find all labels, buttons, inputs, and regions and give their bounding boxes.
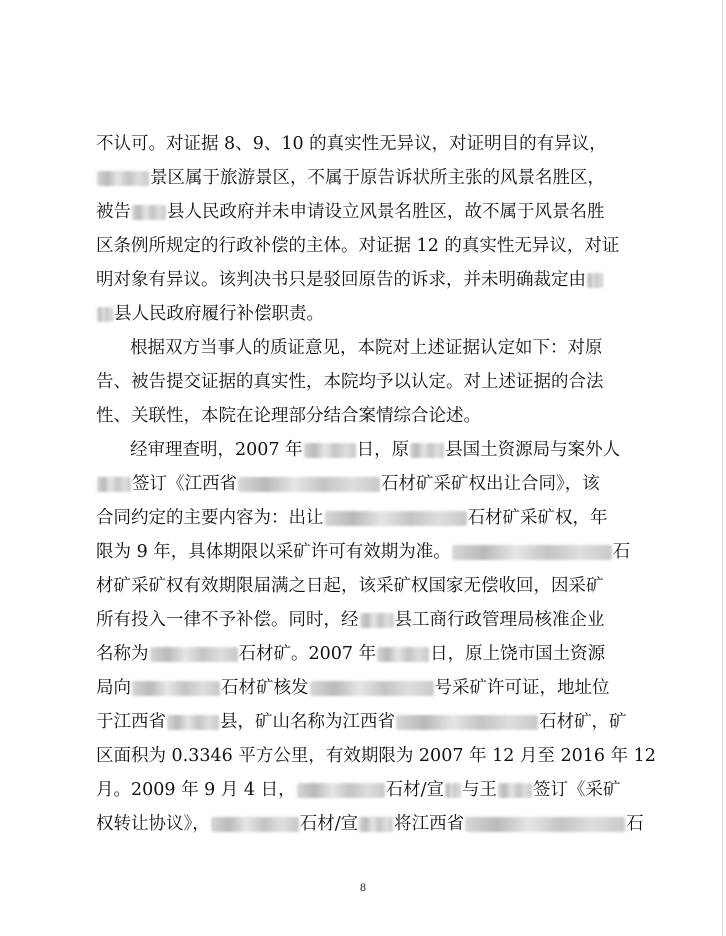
text-line [96, 195, 634, 229]
text-segment: 县，矿山名称为江西省 [220, 712, 395, 732]
redacted-text [150, 647, 238, 662]
text-segment: 石 [612, 542, 631, 562]
text-segment: 月。2009 年 9 月 4 日， [96, 780, 296, 800]
redacted-text [396, 715, 538, 730]
redacted-text [377, 647, 429, 662]
redacted-text [498, 783, 532, 798]
text-segment: 签订《采矿 [533, 780, 621, 800]
text-line [130, 331, 634, 365]
text-segment: 石 [626, 814, 644, 834]
redacted-text [445, 783, 461, 798]
text-line [96, 569, 634, 603]
text-line [96, 705, 634, 739]
redacted-text [297, 783, 385, 798]
text-line [96, 807, 644, 841]
text-segment: 材矿采矿权有效期限届满之日起，该采矿权国家无偿收回，因采矿 [96, 576, 604, 596]
text-segment: 县工商行政管理局核准企业 [394, 610, 605, 630]
text-line [96, 127, 634, 161]
text-line [96, 501, 634, 535]
redacted-text [238, 477, 380, 492]
text-line [96, 399, 634, 433]
text-segment: 石材/宣 [299, 814, 359, 834]
text-segment: 日，原 [356, 440, 410, 460]
text-segment: 性、关联性，本院在论理部分结合案情综合论述。 [96, 406, 481, 426]
redacted-text [167, 715, 219, 730]
text-segment: 区条例所规定的行政补偿的主体。对证据 12 的真实性无异议，对证 [96, 236, 620, 256]
text-line [96, 739, 656, 773]
redacted-text [587, 273, 603, 288]
text-segment: 合同约定的主要内容为：出让 [96, 508, 324, 528]
redacted-text [359, 817, 393, 832]
text-segment: 县人民政府履行补偿职责。 [114, 304, 324, 324]
page-edge-divider [722, 0, 723, 936]
text-segment: 明对象有异议。该判决书只是驳回原告的诉求，并未明确裁定由 [96, 270, 586, 290]
text-line [96, 229, 634, 263]
text-line [96, 671, 634, 705]
text-segment: 石材/宣 [385, 780, 445, 800]
redacted-text [310, 681, 434, 696]
redacted-text [452, 545, 612, 560]
text-line [96, 467, 634, 501]
text-line [96, 603, 634, 637]
redacted-text [360, 613, 394, 628]
redacted-text [97, 307, 113, 322]
text-segment: 签订《江西省 [132, 474, 237, 494]
text-segment: 区面积为 0.3346 平方公里，有效期限为 2007 年 12 月至 2016 年 12 [96, 746, 656, 766]
text-line [96, 365, 634, 399]
redacted-text [132, 205, 166, 220]
text-segment: 于江西省 [96, 712, 166, 732]
text-line [96, 263, 634, 297]
redacted-text [410, 443, 444, 458]
text-line [96, 535, 634, 569]
page-number: 8 [360, 880, 366, 894]
redacted-text [97, 171, 149, 186]
text-segment: 局向 [96, 678, 131, 698]
text-segment: 所有投入一律不予补偿。同时，经 [96, 610, 359, 630]
redacted-text [325, 511, 467, 526]
text-line [96, 161, 634, 195]
text-segment: 县人民政府并未申请设立风景名胜区，故不属于风景名胜 [167, 202, 605, 222]
text-line [96, 637, 634, 671]
text-segment: 名称为 [96, 644, 149, 664]
text-segment: 景区属于旅游景区，不属于原告诉状所主张的风景名胜区， [150, 168, 605, 188]
text-line [96, 297, 634, 331]
text-segment: 石材矿采矿权出让合同》，该 [381, 474, 600, 494]
text-segment: 权转让协议》， [96, 814, 210, 834]
redacted-text [465, 817, 625, 832]
text-segment: 经审理查明，2007 年 [130, 440, 303, 460]
text-segment: 石材矿核发 [221, 678, 309, 698]
text-segment: 限为 9 年，具体期限以采矿许可有效期为准。 [96, 542, 451, 562]
text-segment: 号采矿许可证，地址位 [434, 678, 610, 698]
redacted-text [132, 681, 220, 696]
text-segment: 石材矿。2007 年 [238, 644, 377, 664]
text-segment: 石材矿，矿 [539, 712, 627, 732]
text-segment: 不认可。对证据 8、9、10 的真实性无异议，对证明目的有异议， [96, 134, 607, 154]
redacted-text [304, 443, 356, 458]
text-segment: 石材矿采矿权，年 [467, 508, 608, 528]
text-line [96, 773, 634, 807]
text-line [130, 433, 634, 467]
text-segment: 根据双方当事人的质证意见，本院对上述证据认定如下：对原 [130, 338, 603, 358]
text-segment: 与王 [462, 780, 498, 800]
text-segment: 将江西省 [394, 814, 465, 834]
text-segment: 县国土资源局与案外人 [445, 440, 621, 460]
redacted-text [97, 477, 131, 492]
text-segment: 被告 [96, 202, 131, 222]
redacted-text [211, 817, 299, 832]
text-segment: 日，原上饶市国土资源 [430, 644, 606, 664]
text-segment: 告、被告提交证据的真实性，本院均予以认定。对上述证据的合法 [96, 372, 604, 392]
